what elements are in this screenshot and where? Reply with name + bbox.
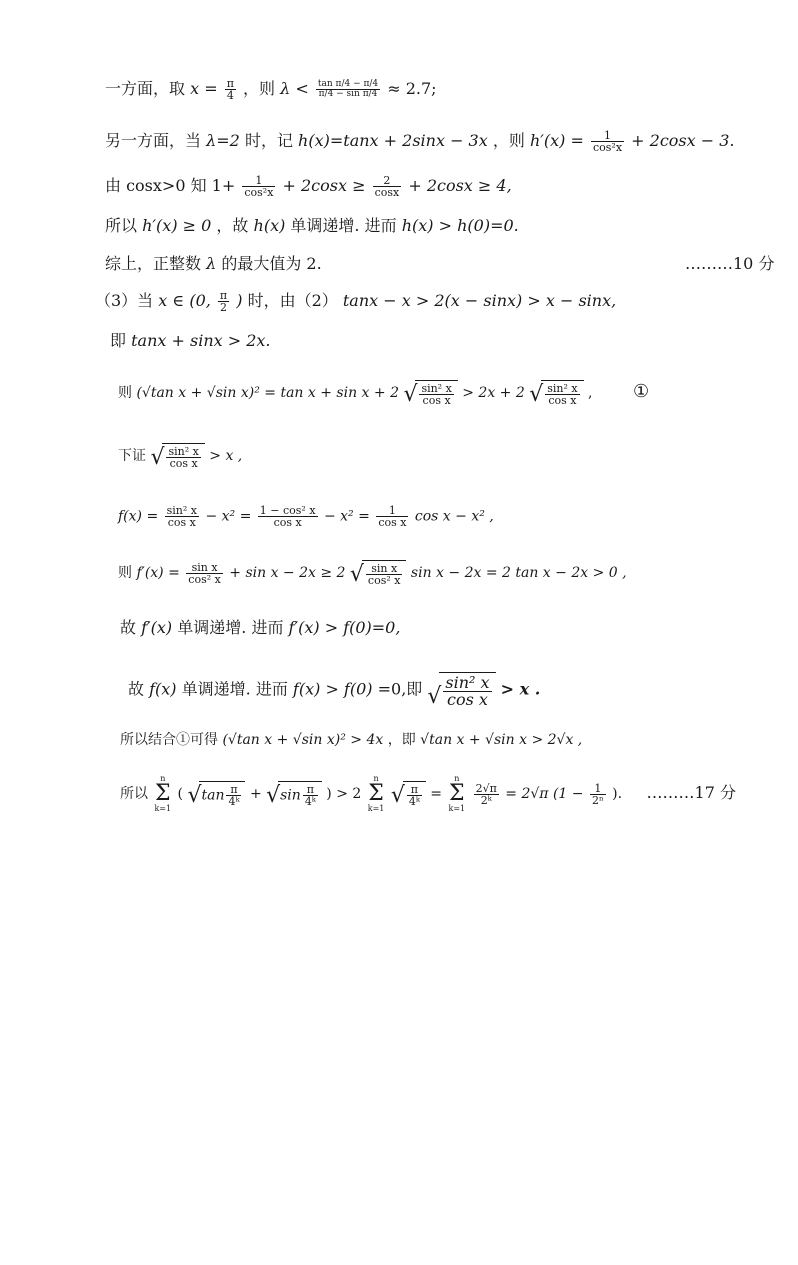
- text: =0,即: [377, 679, 423, 699]
- math: − x² =: [323, 508, 370, 525]
- fraction: $\frac{\text{sin x}}{\text{cos² x}}$: [188, 560, 221, 586]
- text: 单调递增. 进而: [181, 679, 288, 699]
- math: tanx − x > 2(x − sinx) > x − sinx,: [342, 291, 617, 310]
- math: + 2cosx − 3.: [631, 131, 735, 150]
- text: 所以: [105, 216, 138, 235]
- math: = 2√π (1 −: [505, 786, 584, 802]
- sqrt: √ $\frac{\text{sin² x}}{\text{cos x}}$: [150, 443, 204, 469]
- sqrt: √ tan $\frac{\pi}{\text{4ᵏ}}$: [187, 781, 245, 807]
- line-7: [110, 333, 798, 349]
- line-4: [105, 218, 798, 234]
- math: h′(x) =: [529, 131, 584, 150]
- math: cos x − x² ,: [414, 508, 494, 525]
- fraction: $\frac{\pi}{2}$: [219, 289, 228, 314]
- text: 则: [118, 385, 132, 401]
- text: （3）当: [95, 291, 154, 310]
- math: λ: [206, 254, 217, 273]
- math: f(x) > f(0): [292, 679, 373, 699]
- text: 单调递增. 进而: [177, 618, 284, 637]
- text: 时，记: [244, 131, 293, 150]
- text: ) > 2: [326, 786, 362, 802]
- text: ≈ 2.7;: [387, 79, 437, 98]
- math: ): [236, 291, 243, 310]
- line-6: [95, 290, 798, 313]
- math: f(x) =: [118, 508, 159, 525]
- sqrt: √ $\frac{\text{sin² x}}{\text{cos x}}$: [403, 380, 457, 406]
- math: > x ,: [209, 448, 243, 464]
- line-3: [105, 175, 798, 198]
- fraction: $\frac{\text{1 − cos² x}}{\text{cos x}}$: [259, 504, 316, 529]
- math: > 2x + 2: [462, 385, 525, 401]
- text: =: [430, 786, 443, 802]
- text: 一方面，取: [105, 79, 186, 98]
- text: +: [249, 786, 262, 802]
- math: x =: [190, 79, 218, 98]
- math: h(x): [253, 216, 286, 235]
- text: 故: [128, 679, 145, 699]
- line-11: [118, 560, 798, 586]
- line-15: [120, 775, 798, 813]
- math: − x² =: [205, 508, 252, 525]
- text: 由 cosx>0 知 1+: [105, 176, 236, 195]
- score-label: ………10 分: [685, 254, 775, 273]
- math: sin x − 2x = 2 tan x − 2x > 0 ,: [410, 565, 627, 581]
- fraction: $\frac{\pi}{4}$: [226, 77, 234, 102]
- math: + 2cosx ≥: [282, 176, 366, 195]
- fraction: $\frac{\text{sin² x}}{\text{cos x}}$: [166, 504, 197, 529]
- text: ).: [612, 786, 623, 802]
- sum-symbol: n Σ k=1: [367, 774, 385, 813]
- text: 下证: [118, 448, 146, 464]
- line-1: [105, 78, 798, 101]
- sqrt: √ sin $\frac{\pi}{\text{4ᵏ}}$: [266, 781, 322, 807]
- line-5: [105, 256, 798, 272]
- text: ，则: [492, 131, 525, 150]
- math: √tan x + √sin x > 2√x ,: [420, 732, 583, 748]
- text: 故: [120, 618, 137, 637]
- line-9: [118, 443, 798, 469]
- line-8: [118, 380, 798, 406]
- sqrt: √ $\frac{\text{sin² x}}{\text{cos x}}$: [427, 672, 495, 708]
- math: tanx + sinx > 2x.: [131, 331, 271, 350]
- text: ，故: [216, 216, 249, 235]
- line-13: [128, 672, 798, 708]
- circle-marker: ①: [632, 381, 650, 402]
- math: h(x) > h(0)=0.: [401, 216, 519, 235]
- fraction: $\frac{2}{\cos x}$: [374, 174, 400, 199]
- sqrt: √ $\frac{\text{sin² x}}{\text{cos x}}$: [529, 380, 583, 406]
- text: 则: [118, 565, 132, 581]
- line-2: [105, 130, 798, 153]
- line-12: [120, 620, 798, 636]
- text: (: [177, 786, 184, 802]
- text: 所以: [120, 786, 148, 802]
- fraction: $\frac{1}{\text{cos x}}$: [378, 504, 407, 529]
- sum-symbol: n Σ k=1: [448, 774, 466, 813]
- line-14: [120, 733, 798, 747]
- text: 即: [110, 331, 127, 350]
- math: > x .: [500, 679, 541, 699]
- text: ,: [588, 385, 593, 401]
- math: + sin x − 2x ≥ 2: [229, 565, 346, 581]
- fraction: $\frac{1}{\text{cos²x}}$: [593, 129, 623, 154]
- math: f′(x) > f(0)=0,: [288, 618, 401, 637]
- sqrt: √ $\frac{\text{sin x}}{\text{cos² x}}$: [350, 560, 407, 586]
- math: (√tan x + √sin x)² = tan x + sin x + 2: [136, 385, 399, 401]
- math: + 2cosx ≥ 4,: [408, 176, 512, 195]
- text: 单调递增. 进而: [290, 216, 397, 235]
- math: x ∈ (0,: [158, 291, 211, 310]
- text: 综上，正整数: [105, 254, 202, 273]
- math: (√tan x + √sin x)² > 4x: [222, 732, 384, 748]
- text: 另一方面，当: [105, 131, 202, 150]
- math: λ <: [280, 79, 309, 98]
- score-label: ………17 分: [646, 783, 736, 802]
- text: 所以结合①可得: [120, 732, 218, 748]
- fraction: $\frac{2√\pi}{\text{2ᵏ}}$: [475, 781, 497, 807]
- math: f(x): [149, 679, 177, 699]
- line-10: [118, 505, 798, 528]
- math: λ=2: [206, 131, 240, 150]
- fraction: $\frac{1}{\text{cos²x}}$: [244, 174, 274, 199]
- math: h(x)=tanx + 2sinx − 3x: [298, 131, 488, 150]
- text: ，则: [243, 79, 276, 98]
- text: ，即: [387, 732, 416, 748]
- text: 的最大值为 2.: [221, 254, 322, 273]
- fraction: $\frac{\text{tan π/4 − π/4}}{\text{π/4 − sin π/4}}$: [317, 79, 379, 99]
- sum-symbol: n Σ k=1: [154, 774, 172, 813]
- fraction: $\frac{1}{\text{2ⁿ}}$: [591, 781, 604, 807]
- sqrt: √ $\frac{\pi}{\text{4ᵏ}}$: [391, 781, 426, 807]
- text: 时，由（2）: [247, 291, 338, 310]
- math: f′(x) =: [136, 565, 180, 581]
- math: f′(x): [141, 618, 173, 637]
- math: h′(x) ≥ 0: [142, 216, 212, 235]
